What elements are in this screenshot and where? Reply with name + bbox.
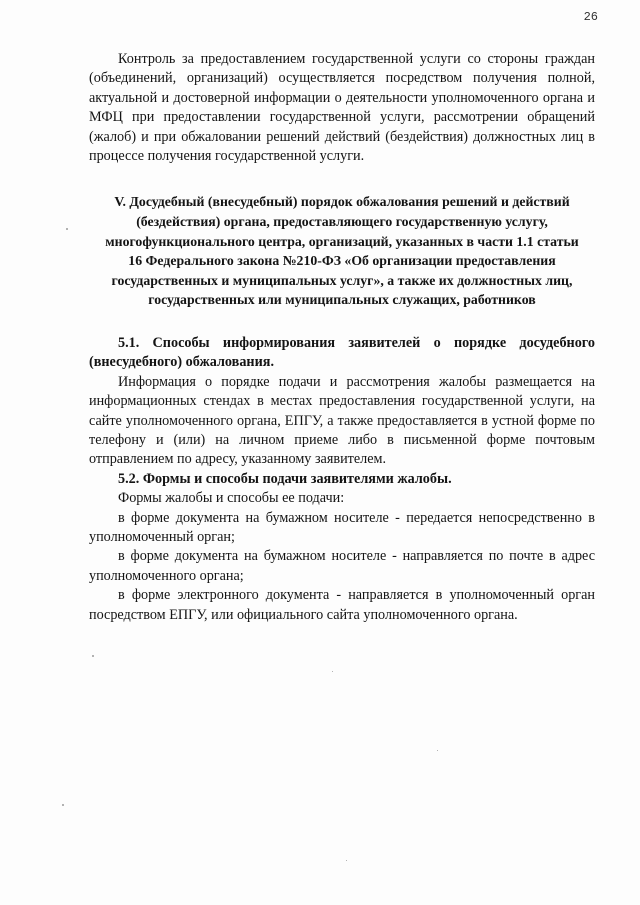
scan-speck <box>66 228 68 230</box>
scan-speck <box>92 655 94 657</box>
subsection-2-title: 5.2. Формы и способы подачи заявителями жалобы. <box>118 470 452 487</box>
scan-speck <box>62 804 64 806</box>
list-item: в форме электронного документа - направляется в уполномоченный орган посредством ЕПГУ, или официального сайта уполномоченного органа. <box>89 587 595 623</box>
list-item: в форме документа на бумажном носителе - передается непосредственно в уполномоченный орган; <box>89 509 595 546</box>
subsection-1-title: 5.1. Способы информирования заявителей о порядке досудебного (внесудебного) обжалования. <box>89 335 595 371</box>
scan-speck <box>437 750 438 751</box>
section-heading: V. Досудебный (внесудебный) порядок обжалования решений и действий (бездействия) органа, предоставляющего государственную услугу, многофункционального центра, организаций, указанных в части 1.1 статьи 16 Федерального закона №210-ФЗ «Об организации предоставления государственных и муниципальных услуг», а также их должностных лиц, государственных или муниципальных служащих, работников <box>105 194 579 308</box>
subsection-2-lead: Формы жалобы и способы ее подачи: <box>118 490 345 507</box>
document-body <box>89 50 595 625</box>
list-item: в форме документа на бумажном носителе - направляется по почте в адрес уполномоченного органа; <box>89 548 595 584</box>
scan-speck <box>332 671 333 672</box>
subsection-1-text: Информация о порядке подачи и рассмотрения жалобы размещается на информационных стендах в местах предоставления государственной услуги, на сайте уполномоченного органа, ЕПГУ, а также предоставляется в устной форме по телефону и (или) на личном приеме либо в письменной форме почтовым отправлением по адресу, указанному заявителем. <box>89 373 595 468</box>
intro-paragraph: Контроль за предоставлением государственной услуги со стороны граждан (объединений, организаций) осуществляется посредством получения полной, актуальной и достоверной информации о деятельности уполномоченного органа и МФЦ при предоставлении государственной услуги, рассмотрении обращений (жалоб) и при обжаловании решений действий (бездействия) должностных лиц в процессе получения государственной услуги. <box>89 51 595 165</box>
scan-speck <box>346 860 347 861</box>
page-number: 26 <box>583 10 598 24</box>
